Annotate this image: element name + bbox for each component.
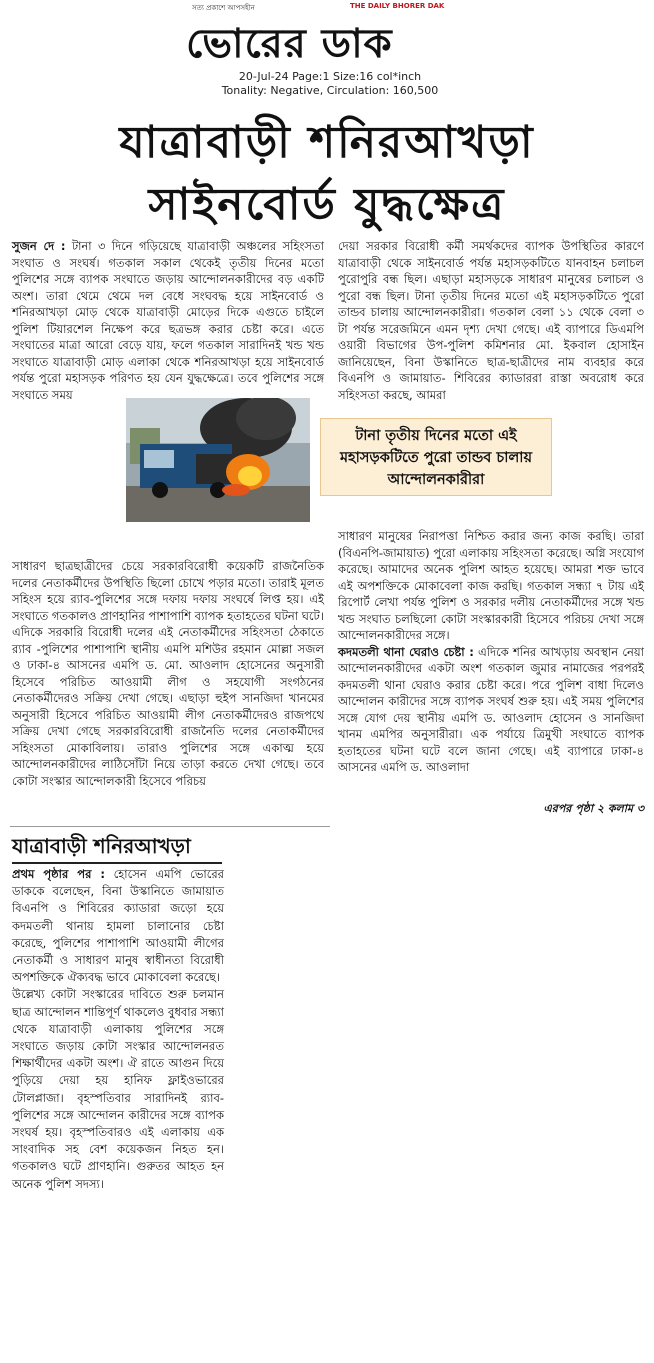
masthead-tagline: সত্য প্রকাশে আপসহীন (192, 4, 255, 12)
jump-line: এরপর পৃষ্ঠা ২ কলাম ৩ (543, 802, 644, 815)
headline-line-2: সাইনবোর্ড যুদ্ধক্ষেত্র (148, 179, 506, 230)
meta-line-2: Tonality: Negative, Circulation: 160,500 (221, 84, 439, 97)
continuation-text-2: উল্লেখ্য কোটা সংস্কারের দাবিতে শুরু চলমান ছাত্র আন্দোলন শান্তিপূর্ণ থাকলেও বুধবার সন্ধ্যা থেকে যাত্রাবাড়ী এলাকায় পুলিশের সঙ্গে সংঘাতে জড়ায় কোটা সংস্কার আন্দোলনরত শিক্ষার্থীদের একটা অংশ। ঐ রাতে আগুন দিয়ে পুড়িয়ে দেয়া হয় হানিফ ফ্লাইওভারের টোলপ্লাজা। বৃহস্পতিবার সারাদিনই র‍্যাব-পুলিশের সঙ্গে আন্দোলন কারীদের সঙ্গে ব্যাপক সংঘর্ষ হয়। বৃহস্পতিবারও এই এলাকায় এক সাংবাদিক সহ বেশ কয়েকজন নিহত হন। গতকালও ঘটে প্রাণহানি। গুরুতর আহত হন অনেক পুলিশ সদস্য। (12, 987, 224, 1191)
continuation-lead: প্রথম পৃষ্ঠার পর : (12, 867, 105, 881)
section-divider (10, 826, 330, 827)
burning-vehicle-photo (126, 398, 310, 522)
continuation-body (12, 866, 224, 1193)
news-photo (126, 398, 310, 522)
clipping-meta (200, 70, 460, 98)
article-left-top-text: টানা ৩ দিনে গড়িয়েছে যাত্রাবাড়ী অঞ্চলের সহিংসতা সংঘাত ও সংঘর্ষ। গতকাল সকাল থেকেই তৃতীয় দিনের মতো পুলিশের সঙ্গে ব্যাপক সংঘাতে জড়ায় আন্দোলনকারীদের বড় একটি অংশ। তারা থেমে থেমে দল বেধে সংঘবদ্ধ হয়ে সাইনবোর্ড ও শনিরআখড়া মোড় থেকে যাত্রাবাড়ী মোড়ের দিকে এগুতে চাইলে পুলিশ টিয়ারশেল নিক্ষেপ করে ছত্রভঙ্গ করার চেষ্টা করে। এতে সংঘাতের মাত্রা আরো বেড়ে যায়, ফলে গতকাল সারাদিনই খন্ড খন্ড সংঘাতে যাত্রাবাড়ী মোড় এলাকা থেকে শনিরআখড়া হয়ে সাইনবোর্ড পর্যন্ত পুরো মহাসড়ক পরিণত হয় যেন যুদ্ধক্ষেত্রে। তবে পুলিশের সঙ্গে সংঘাতে সময় (12, 239, 324, 402)
continuation-title-rule (12, 862, 222, 864)
subhead-kadamtali: কদমতলী থানা ঘেরাও চেষ্টা : (338, 644, 474, 659)
article-right-mid-text: সাধারণ মানুষের নিরাপত্তা নিশ্চিত করার জন্য কাজ করছি। তারা (বিএনপি-জামায়াত) পুরো এলাকায় সহিংসতা করেছে। অগ্নি সংযোগ করেছে। আমাদের অনেক পুলিশ আহত হয়েছে। আমরা শক্ত ভাবে এই অপশক্তিকে মোকাবেলা কাজ করছি। গতকাল সন্ধ্যা ৭ টায় এই রিপোর্ট লেখা পর্যন্ত পুলিশ ও সরকার দলীয় নেতাকর্মীদের সঙ্গে খন্ড খন্ড সংঘাত চলছিলো কোটা সংস্কারকারী হিসেবে পরিচয় দেখা সঙ্গে আন্দোলনকারীদের সঙ্গে। (338, 529, 644, 642)
article-right-column-lower (338, 528, 644, 776)
article-left-mid-text: সাধারণ ছাত্রছাত্রীদের চেয়ে সরকারবিরোধী কয়েকটি রাজনৈতিক দলের নেতাকর্মীদের উপস্থিতি ছিলো চোখে পড়ার মতো। তারাই মূলত সহিংস হয়ে র‍্যাব-পুলিশের সঙ্গে দফায় দফায় সংঘর্ষে লিপ্ত হয়। এই সংঘাতে গতকালও প্রাণহানির পাশাপাশি ব্যাপক হতাহতের ঘটনা ঘটে। (12, 559, 324, 623)
article-right-bottom-text: এদিকে শনির আখড়ায় অবস্থান নেয়া আন্দোলনকারীদের একটা অংশ গতকাল জুমার নামাজের পরপরই কদমতলী থানা ঘেরাও করার চেষ্টা করে। পরে পুলিশ বাধা দিলেও আন্দোলন কারীদের সঙ্গে ব্যাপক সংঘর্ষ শুরু হয়। এই সময় পুলিশের সঙ্গে যোগ দেয় স্থানীয় এমপি ড. আওলাদ হোসেন ও সানজিদা খানম এমপির অনুসারীরা। এক পর্যায়ে ত্রিমুখী সংঘাতে ব্যাপক হতাহতের ঘটনা ঘটে বলে জানা গেছে। এই ব্যাপারে ঢাকা-৪ আসনের এমপি ড. আওলাদা (338, 644, 645, 774)
continuation-title: যাত্রাবাড়ী শনিরআখড়া (12, 834, 191, 858)
continuation-text-1: হোসেন এমপি ভোরের ডাককে বলেছেন, বিনা উস্কানিতে জামায়াত বিএনপি ও শিবিরের ক্যাডারা জড়ো হয়ে কদমতলী থানায় হামলা চালানোর চেষ্টা করেছে, পুলিশের পাশাপাশি আওয়ামী লীগের নেতাকর্মী ও সাধারণ মানুষ স্বাধীনতা বিরোধী অপশক্তিকে ঐক্যবদ্ধ ভাবে মোকাবেলা করেছে। (12, 867, 225, 985)
article-right-column (338, 238, 644, 416)
masthead-logo: ভোরের ডাক (186, 20, 393, 67)
meta-line-1: 20-Jul-24 Page:1 Size:16 col*inch (238, 70, 422, 83)
article-left-bottom-text: এদিকে সরকারি বিরোধী দলের এই নেতাকর্মীদের সহিংসতা ঠেকাতে র‍্যাব -পুলিশের পাশাপাশি স্থানীয় এমপি মশিউর রহমান মোল্লা সজল ও ঢাকা-৪ আসনের এমপি ড. মো. আওলাদ হোসেনের অনুসারী হিসেবে পরিচিত আওয়ামী লীগ ও সহযোগী সংগঠনের নেতাকর্মীদেরও সক্রিয় দেখা গেছে। এছাড়া হুইপ সানজিদা খানমের অনুসারী হিসেবে পরিচিত আওয়ামী লীগ নেতাকর্মীদেরও রাজপথে সক্রিয় দেখা গেছে সরকারবিরোধী রাজনৈতি দলের নেতাকর্মীদের সহিংসতা মোকাবিলায়। তারাও পুলিশের সঙ্গে একাত্ম হয়ে আন্দোলনকারীদের লাঠিসোঁটা নিয়ে তাড়া করতে দেখা গেছে। তবে কোটা সংস্কার আন্দোলকারী হিসেবে পরিচয় (12, 625, 324, 788)
pull-quote: টানা তৃতীয় দিনের মতো এই মহাসড়কটিতে পুরো তান্ডব চালায় আন্দোলনকারীরা (320, 418, 552, 496)
article-right-top-text: দেয়া সরকার বিরোধী কর্মী সমর্থকদের ব্যাপক উপস্থিতির কারণে যাত্রাবাড়ী থেকে সাইনবোর্ড পর্যন্ত মহাসড়কটিতে যানবাহন চলাচল পুরোপুরি বন্ধ ছিল। এছাড়া মহাসড়কে সাধারণ মানুষের চলাচল ও পুরো বন্ধ ছিল। টানা তৃতীয় দিনের মতো এই মহাসড়কটিতে পুরো তান্ডব চালায় আন্দোলনকারীরা। গতকাল বেলা ১১ থেকে বেলা ৩ টা পর্যন্ত সরেজমিনে এমন দৃশ্য দেখা গেছে। এই ব্যাপারে ডিএমপি ওয়ারী বিভাগের উপ-পুলিশ কমিশনার মো. ইকবাল হোসাইন জানিয়েছেন, বিনা উস্কানিতে ছাত্র-ছাত্রীদের নাম ব্যবহার করে বিএনপি ও জামায়াত- শিবিরের ক্যাডাররা রাস্তা অবরোধ করে সহিংসতা করছে, আমরা (338, 239, 644, 402)
headline-line-1: যাত্রাবাড়ী শনিরআখড়া (119, 117, 535, 168)
article-left-column (12, 238, 324, 403)
article-left-column-lower (12, 558, 324, 789)
masthead-english-name: THE DAILY BHORER DAK (350, 2, 445, 10)
byline: সুজন দে : (12, 239, 66, 253)
